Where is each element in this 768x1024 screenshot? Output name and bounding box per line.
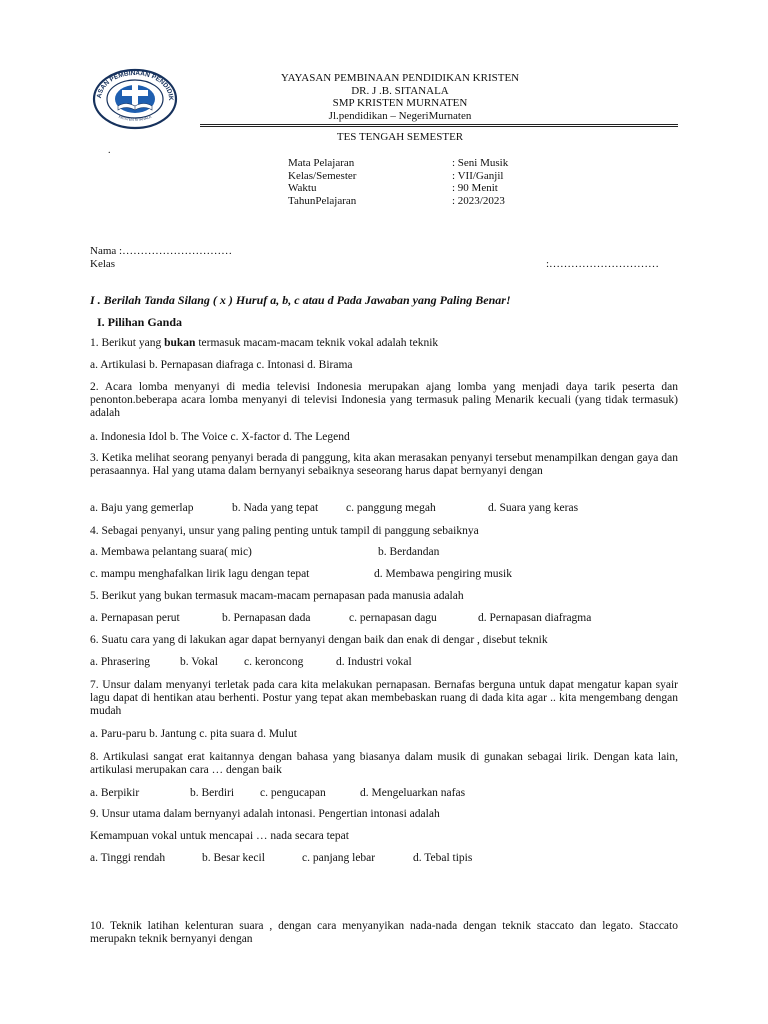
q5-option-d: d. Pernapasan diafragma (478, 612, 592, 624)
question-6: 6. Suatu cara yang di lakukan agar dapat bernyanyi dengan baik dan enak di dengar , disebut teknik (90, 634, 548, 646)
info-label: Kelas/Semester (288, 169, 357, 182)
school-address: Jl.pendidikan – NegeriMurnaten (328, 109, 472, 122)
q9-option-b: b. Besar kecil (202, 852, 265, 864)
exam-title: TES TENGAH SEMESTER (336, 131, 464, 143)
q8-option-b: b. Berdiri (190, 787, 235, 799)
question-9: 9. Unsur utama dalam bernyanyi adalah intonasi. Pengertian intonasi adalah (90, 808, 440, 820)
info-label: Mata Pelajaran (288, 157, 355, 169)
q9-option-d: d. Tebal tipis (413, 852, 473, 864)
question-7-options: a. Paru-paru b. Jantung c. pita suara d. Mulut (90, 728, 297, 740)
q3-option-c: c. panggung megah (346, 502, 436, 514)
info-value: : 90 Menit (452, 182, 498, 194)
logo-bottom-text: KRISTEN SITANALA (118, 114, 152, 122)
question-2-options: a. Indonesia Idol b. The Voice c. X-factor d. The Legend (90, 431, 350, 443)
q6-option-b: b. Vokal (180, 656, 218, 668)
question-1-options: a. Artikulasi b. Pernapasan diafraga c. Intonasi d. Birama (90, 359, 353, 371)
school-logo (92, 68, 178, 130)
question-3: 3. Ketika melihat seorang penyanyi berada di panggung, kita akan merasakan penyanyi tersebut menampilkan dengan gaya dan perasaannya. Hal yang utama dalam bernyanyi sebaiknya seseorang harus dapat bernyanyi dengan (90, 452, 678, 477)
q8-option-d: d. Mengeluarkan nafas (360, 787, 466, 799)
section-title: I. Pilihan Ganda (97, 315, 183, 329)
question-5: 5. Berikut yang bukan termasuk macam-macam pernapasan pada manusia adalah (90, 590, 464, 602)
school-name: SMP KRISTEN MURNATEN (332, 97, 468, 109)
exam-info (0, 157, 768, 209)
q3-option-b: b. Nada yang tepat (232, 502, 319, 514)
header-divider-thin (200, 126, 678, 127)
q9-option-c: c. panjang lebar (302, 852, 376, 864)
q6-option-a: a. Phrasering (90, 656, 151, 668)
class-label: Kelas (90, 258, 116, 270)
header-divider (200, 124, 678, 125)
question-2: 2. Acara lomba menyanyi di media televisi Indonesia merupakan ajang lomba yang menjadi daya tarik peserta dan penonton.beberapa acara lomba menyanyi di televisi Indonesia yang termasuk paling Menarik kecuali (yang tidak termasuk) adalah (90, 381, 678, 419)
info-value: : VII/Ganjil (452, 169, 504, 182)
instruction: I . Berilah Tanda Silang ( x ) Huruf a, b, c atau d Pada Jawaban yang Paling Benar! (90, 293, 511, 307)
school-emblem-icon (92, 68, 178, 130)
school-header (200, 72, 600, 122)
q6-option-d: d. Industri vokal (336, 656, 412, 668)
question-1: 1. Berikut yang bukan termasuk macam-macam teknik vokal adalah teknik (90, 337, 439, 349)
q6-option-c: c. keroncong (244, 656, 304, 668)
foundation-name: YAYASAN PEMBINAAN PENDIDIKAN KRISTEN (280, 72, 520, 84)
q9-option-a: a. Tinggi rendah (90, 852, 166, 864)
question-8: 8. Artikulasi sangat erat kaitannya dengan bahasa yang biasanya dalam musik di gunakan sebagai lirik. Dengan kata lain, artikulasi merupakan cara … dengan baik (90, 751, 678, 776)
info-label: Waktu (288, 182, 317, 194)
stray-dot: . (108, 145, 111, 156)
question-9-stem: Kemampuan vokal untuk mencapai … nada secara tepat (90, 830, 349, 842)
q8-option-c: c. pengucapan (260, 787, 326, 799)
q4-option-b: b. Berdandan (378, 546, 440, 558)
q4-option-d: d. Membawa pengiring musik (374, 568, 512, 580)
emphasis-bukan: bukan (164, 337, 196, 349)
q3-option-d: d. Suara yang keras (488, 502, 579, 514)
logo-ring-text: ASAN PEMBINAAN PENDIDIK (95, 69, 175, 101)
question-4: 4. Sebagai penyanyi, unsur yang paling penting untuk tampil di panggung sebaiknya (90, 525, 479, 537)
info-label: TahunPelajaran (288, 194, 357, 207)
q5-option-b: b. Pernapasan dada (222, 612, 311, 624)
founder-name: DR. J .B. SITANALA (351, 84, 449, 97)
question-10: 10. Teknik latihan kelenturan suara , dengan cara menyanyikan nada-nada dengan teknik staccato dan legato. Staccato merupakn teknik bernyanyi dengan (90, 920, 678, 945)
info-value: : Seni Musik (452, 157, 509, 169)
q4-option-c: c. mampu menghafalkan lirik lagu dengan tepat (90, 568, 310, 580)
q5-option-a: a. Pernapasan perut (90, 612, 180, 624)
q4-option-a: a. Membawa pelantang suara( mic) (90, 546, 252, 558)
q8-option-a: a. Berpikir (90, 787, 140, 799)
q5-option-c: c. pernapasan dagu (349, 612, 437, 624)
name-field: Nama :………………………… (90, 245, 233, 257)
q3-option-a: a. Baju yang gemerlap (90, 502, 194, 514)
info-value: : 2023/2023 (452, 194, 505, 207)
question-7: 7. Unsur dalam menyanyi terletak pada cara kita melakukan pernapasan. Bernafas berguna untuk dapat mengatur kapan syair lagu dapat di hentikan atau berhenti. Postur yang tepat akan membebaskan ruang di dada kita agar .. kita mengembang dengan mudah (90, 679, 678, 717)
class-field: :………………………… (546, 258, 660, 270)
